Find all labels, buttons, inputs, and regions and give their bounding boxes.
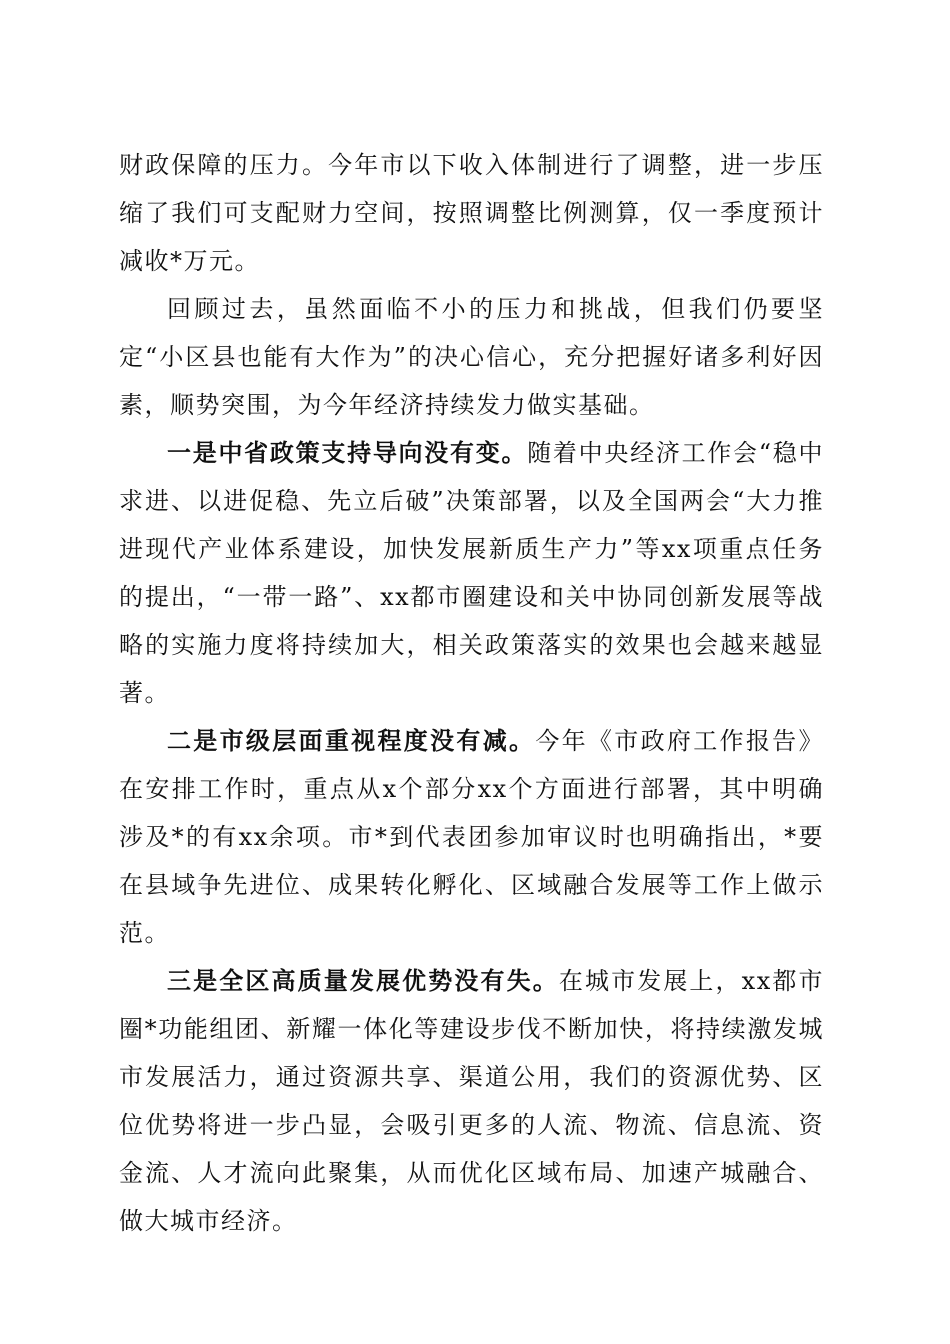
paragraph-lead-heading: 三是全区高质量发展优势没有失。	[167, 966, 559, 995]
paragraph-point-three	[119, 957, 824, 1245]
paragraph-lead-heading: 一是中省政策支持导向没有变。	[167, 438, 528, 467]
paragraph-point-two	[119, 717, 824, 957]
paragraph-text: 财政保障的压力。今年市以下收入体制进行了调整，进一步压缩了我们可支配财力空间，按照调整比例测算，仅一季度预计减收*万元。	[119, 151, 824, 275]
paragraph-lead-heading: 二是市级层面重视程度没有减。	[167, 726, 536, 755]
paragraph-review	[119, 285, 824, 429]
paragraph-text: 随着中央经济工作会“稳中求进、以进促稳、先立后破”决策部署，以及全国两会“大力推进现代产业体系建设，加快发展新质生产力”等xx项重点任务的提出，“一带一路”、xx都市圈建设和关中协同创新发展等战略的实施力度将持续加大，相关政策落实的效果也会越来越显著。	[119, 439, 824, 707]
paragraph-text: 在城市发展上，xx都市圈*功能组团、新耀一体化等建设步伐不断加快，将持续激发城市发展活力，通过资源共享、渠道公用，我们的资源优势、区位优势将进一步凸显，会吸引更多的人流、物流、信息流、资金流、人才流向此聚集，从而优化区域布局、加速产城融合、做大城市经济。	[119, 967, 824, 1235]
paragraph-point-one	[119, 429, 824, 717]
paragraph-text: 回顾过去，虽然面临不小的压力和挑战，但我们仍要坚定“小区县也能有大作为”的决心信心，充分把握好诸多利好因素，顺势突围，为今年经济持续发力做实基础。	[119, 295, 824, 419]
paragraph-text: 今年《市政府工作报告》在安排工作时，重点从x个部分xx个方面进行部署，其中明确涉及*的有xx余项。市*到代表团参加审议时也明确指出，*要在县域争先进位、成果转化孵化、区域融合发展等工作上做示范。	[119, 727, 824, 947]
paragraph-continuation	[119, 141, 824, 285]
document-body	[119, 141, 824, 1245]
